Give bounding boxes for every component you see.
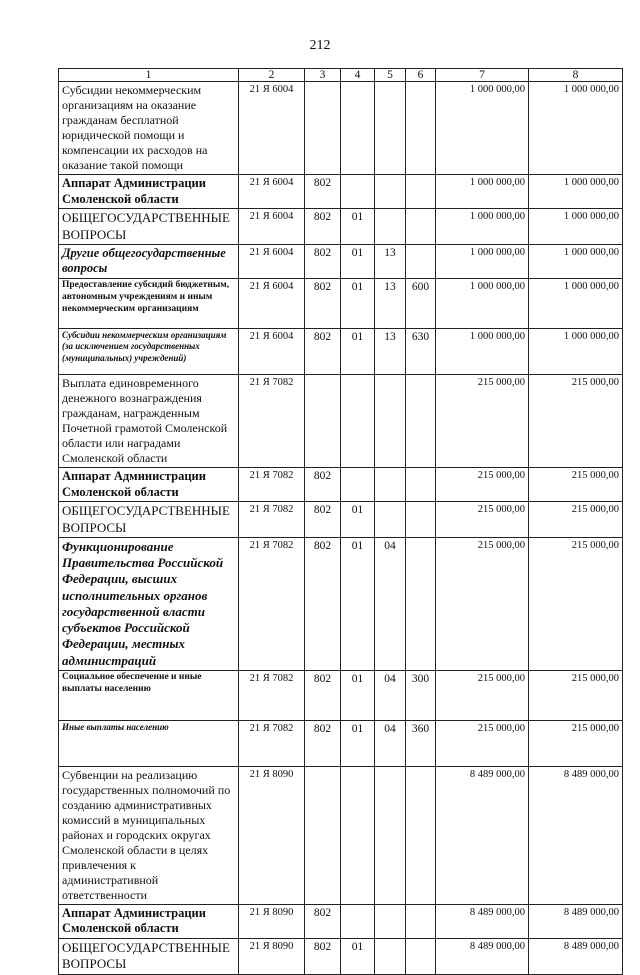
target-code-cell: 21 Я 6004 bbox=[239, 175, 305, 209]
amount-col8-cell: 215 000,00 bbox=[529, 375, 623, 468]
target-code-cell: 21 Я 7082 bbox=[239, 468, 305, 502]
subsection-code-cell bbox=[375, 766, 406, 904]
amount-col8-cell: 8 489 000,00 bbox=[529, 904, 623, 938]
table-row bbox=[59, 468, 623, 502]
department-code-cell: 802 bbox=[305, 175, 341, 209]
department-code-cell: 802 bbox=[305, 537, 341, 670]
expense-type-cell bbox=[406, 244, 436, 278]
department-code-cell: 802 bbox=[305, 720, 341, 766]
table-row bbox=[59, 209, 623, 245]
table-row bbox=[59, 279, 623, 329]
table-row bbox=[59, 375, 623, 468]
section-code-cell: 01 bbox=[341, 329, 375, 375]
subsection-code-cell bbox=[375, 82, 406, 175]
subsection-code-cell bbox=[375, 375, 406, 468]
header-cell-8: 8 bbox=[529, 69, 623, 82]
table-row bbox=[59, 904, 623, 938]
amount-col7-cell: 215 000,00 bbox=[436, 375, 529, 468]
target-code-cell: 21 Я 7082 bbox=[239, 502, 305, 538]
table-row bbox=[59, 175, 623, 209]
table-row bbox=[59, 244, 623, 278]
row-label: Субвенции на реализацию государственных полномочий по созданию административных комиссий в муниципальных районах и городских округах Смоленской области в целях привлечения к административной ответственности bbox=[59, 766, 239, 904]
table-row bbox=[59, 502, 623, 538]
department-code-cell: 802 bbox=[305, 468, 341, 502]
row-label: ОБЩЕГОСУДАРСТВЕННЫЕ ВОПРОСЫ bbox=[59, 209, 239, 245]
row-label: ОБЩЕГОСУДАРСТВЕННЫЕ ВОПРОСЫ bbox=[59, 939, 239, 975]
subsection-code-cell: 13 bbox=[375, 279, 406, 329]
amount-col8-cell: 215 000,00 bbox=[529, 502, 623, 538]
amount-col7-cell: 8 489 000,00 bbox=[436, 766, 529, 904]
row-label: Аппарат Администрации Смоленской области bbox=[59, 468, 239, 502]
row-label: ОБЩЕГОСУДАРСТВЕННЫЕ ВОПРОСЫ bbox=[59, 502, 239, 538]
section-code-cell: 01 bbox=[341, 502, 375, 538]
subsection-code-cell: 04 bbox=[375, 537, 406, 670]
header-cell-7: 7 bbox=[436, 69, 529, 82]
amount-col8-cell: 1 000 000,00 bbox=[529, 175, 623, 209]
amount-col8-cell: 215 000,00 bbox=[529, 537, 623, 670]
row-label: Субсидии некоммерческим организациям (за исключением государственных (муниципальных) учреждений) bbox=[59, 329, 239, 375]
table-row bbox=[59, 670, 623, 720]
amount-col8-cell: 1 000 000,00 bbox=[529, 82, 623, 175]
subsection-code-cell: 13 bbox=[375, 329, 406, 375]
amount-col7-cell: 215 000,00 bbox=[436, 720, 529, 766]
row-label: Социальное обеспечение и иные выплаты населению bbox=[59, 670, 239, 720]
expense-type-cell bbox=[406, 766, 436, 904]
budget-table bbox=[58, 68, 623, 975]
expense-type-cell bbox=[406, 468, 436, 502]
target-code-cell: 21 Я 6004 bbox=[239, 329, 305, 375]
table-body bbox=[59, 69, 623, 975]
section-code-cell: 01 bbox=[341, 720, 375, 766]
expense-type-cell bbox=[406, 175, 436, 209]
table-row bbox=[59, 766, 623, 904]
expense-type-cell bbox=[406, 939, 436, 975]
amount-col7-cell: 1 000 000,00 bbox=[436, 244, 529, 278]
section-code-cell: 01 bbox=[341, 279, 375, 329]
section-code-cell: 01 bbox=[341, 209, 375, 245]
subsection-code-cell bbox=[375, 209, 406, 245]
header-cell-4: 4 bbox=[341, 69, 375, 82]
header-cell-2: 2 bbox=[239, 69, 305, 82]
subsection-code-cell: 13 bbox=[375, 244, 406, 278]
amount-col7-cell: 1 000 000,00 bbox=[436, 279, 529, 329]
amount-col8-cell: 8 489 000,00 bbox=[529, 766, 623, 904]
department-code-cell: 802 bbox=[305, 939, 341, 975]
section-code-cell bbox=[341, 375, 375, 468]
target-code-cell: 21 Я 7082 bbox=[239, 375, 305, 468]
department-code-cell bbox=[305, 82, 341, 175]
department-code-cell bbox=[305, 375, 341, 468]
subsection-code-cell: 04 bbox=[375, 720, 406, 766]
row-label: Иные выплаты населению bbox=[59, 720, 239, 766]
amount-col8-cell: 8 489 000,00 bbox=[529, 939, 623, 975]
expense-type-cell bbox=[406, 375, 436, 468]
header-cell-1: 1 bbox=[59, 69, 239, 82]
department-code-cell: 802 bbox=[305, 904, 341, 938]
row-label: Предоставление субсидий бюджетным, автономным учреждениям и иным некоммерческим организациям bbox=[59, 279, 239, 329]
target-code-cell: 21 Я 7082 bbox=[239, 720, 305, 766]
target-code-cell: 21 Я 6004 bbox=[239, 209, 305, 245]
amount-col7-cell: 1 000 000,00 bbox=[436, 329, 529, 375]
amount-col8-cell: 1 000 000,00 bbox=[529, 209, 623, 245]
amount-col7-cell: 1 000 000,00 bbox=[436, 175, 529, 209]
section-code-cell bbox=[341, 82, 375, 175]
expense-type-cell bbox=[406, 537, 436, 670]
page-number: 212 bbox=[309, 38, 331, 53]
amount-col7-cell: 1 000 000,00 bbox=[436, 209, 529, 245]
amount-col8-cell: 1 000 000,00 bbox=[529, 244, 623, 278]
section-code-cell: 01 bbox=[341, 537, 375, 670]
expense-type-cell bbox=[406, 82, 436, 175]
target-code-cell: 21 Я 7082 bbox=[239, 537, 305, 670]
expense-type-cell: 360 bbox=[406, 720, 436, 766]
row-label: Выплата единовременного денежного вознаграждения гражданам, награжденным Почетной грамотой Смоленской области или наградами Смоленской области bbox=[59, 375, 239, 468]
header-cell-6: 6 bbox=[406, 69, 436, 82]
department-code-cell: 802 bbox=[305, 244, 341, 278]
subsection-code-cell bbox=[375, 175, 406, 209]
department-code-cell bbox=[305, 766, 341, 904]
expense-type-cell bbox=[406, 904, 436, 938]
amount-col8-cell: 1 000 000,00 bbox=[529, 329, 623, 375]
subsection-code-cell bbox=[375, 502, 406, 538]
header-cell-5: 5 bbox=[375, 69, 406, 82]
department-code-cell: 802 bbox=[305, 209, 341, 245]
table-row bbox=[59, 720, 623, 766]
amount-col7-cell: 215 000,00 bbox=[436, 502, 529, 538]
target-code-cell: 21 Я 6004 bbox=[239, 279, 305, 329]
subsection-code-cell bbox=[375, 468, 406, 502]
expense-type-cell: 300 bbox=[406, 670, 436, 720]
subsection-code-cell bbox=[375, 939, 406, 975]
target-code-cell: 21 Я 6004 bbox=[239, 244, 305, 278]
department-code-cell: 802 bbox=[305, 329, 341, 375]
row-label: Другие общегосударственные вопросы bbox=[59, 244, 239, 278]
table-row bbox=[59, 537, 623, 670]
header-row bbox=[59, 69, 623, 82]
section-code-cell bbox=[341, 766, 375, 904]
department-code-cell: 802 bbox=[305, 279, 341, 329]
amount-col8-cell: 215 000,00 bbox=[529, 670, 623, 720]
amount-col7-cell: 215 000,00 bbox=[436, 537, 529, 670]
subsection-code-cell bbox=[375, 904, 406, 938]
subsection-code-cell: 04 bbox=[375, 670, 406, 720]
amount-col7-cell: 1 000 000,00 bbox=[436, 82, 529, 175]
expense-type-cell: 630 bbox=[406, 329, 436, 375]
expense-type-cell bbox=[406, 502, 436, 538]
target-code-cell: 21 Я 8090 bbox=[239, 939, 305, 975]
amount-col8-cell: 215 000,00 bbox=[529, 468, 623, 502]
target-code-cell: 21 Я 6004 bbox=[239, 82, 305, 175]
table-row bbox=[59, 939, 623, 975]
row-label: Аппарат Администрации Смоленской области bbox=[59, 904, 239, 938]
amount-col8-cell: 1 000 000,00 bbox=[529, 279, 623, 329]
target-code-cell: 21 Я 8090 bbox=[239, 766, 305, 904]
section-code-cell: 01 bbox=[341, 244, 375, 278]
section-code-cell: 01 bbox=[341, 939, 375, 975]
amount-col7-cell: 8 489 000,00 bbox=[436, 904, 529, 938]
section-code-cell: 01 bbox=[341, 670, 375, 720]
department-code-cell: 802 bbox=[305, 502, 341, 538]
row-label: Субсидии некоммерческим организациям на оказание гражданам бесплатной юридической помощи и компенсации их расходов на оказание такой помощи bbox=[59, 82, 239, 175]
department-code-cell: 802 bbox=[305, 670, 341, 720]
amount-col7-cell: 215 000,00 bbox=[436, 468, 529, 502]
target-code-cell: 21 Я 7082 bbox=[239, 670, 305, 720]
expense-type-cell: 600 bbox=[406, 279, 436, 329]
section-code-cell bbox=[341, 175, 375, 209]
amount-col7-cell: 215 000,00 bbox=[436, 670, 529, 720]
table-row bbox=[59, 82, 623, 175]
target-code-cell: 21 Я 8090 bbox=[239, 904, 305, 938]
amount-col7-cell: 8 489 000,00 bbox=[436, 939, 529, 975]
section-code-cell bbox=[341, 468, 375, 502]
row-label: Аппарат Администрации Смоленской области bbox=[59, 175, 239, 209]
table-row bbox=[59, 329, 623, 375]
amount-col8-cell: 215 000,00 bbox=[529, 720, 623, 766]
row-label: Функционирование Правительства Российской Федерации, высших исполнительных органов государственной власти субъектов Российской Федерации, местных администраций bbox=[59, 537, 239, 670]
expense-type-cell bbox=[406, 209, 436, 245]
header-cell-3: 3 bbox=[305, 69, 341, 82]
section-code-cell bbox=[341, 904, 375, 938]
